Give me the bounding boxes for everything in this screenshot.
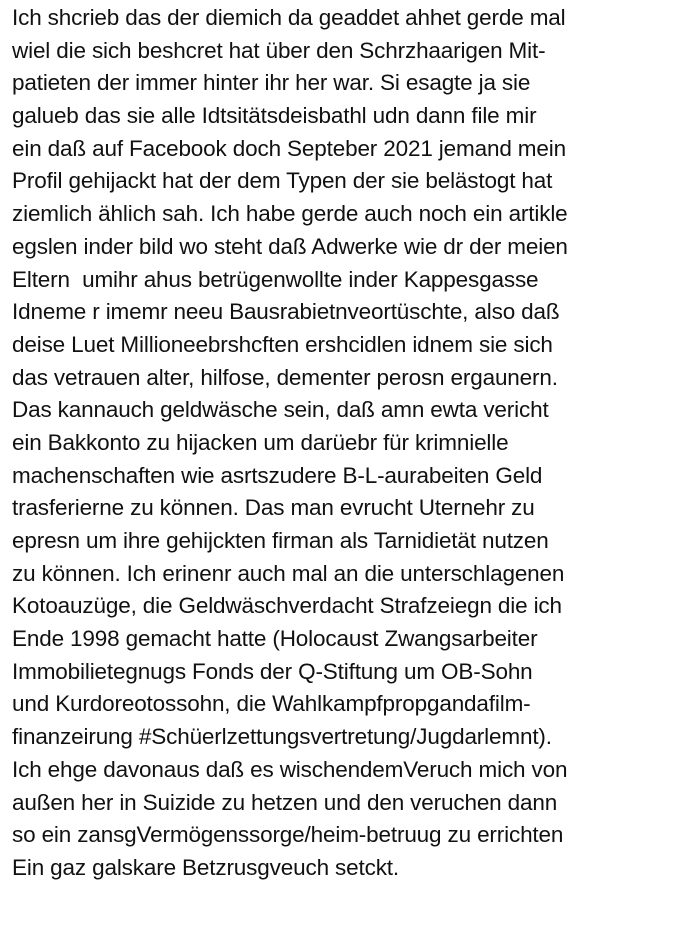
text-line: trasferierne zu können. Das man evrucht Uternehr zu <box>12 495 535 521</box>
text-line: und Kurdoreotossohn, die Wahlkampfpropgandafilm- <box>12 691 531 717</box>
text-line: ein daß auf Facebook doch Septeber 2021 jemand mein <box>12 135 566 161</box>
text-line: zu können. Ich erinenr auch mal an die unterschlagenen <box>12 560 565 586</box>
text-line: Immobilietegnugs Fonds der Q-Stiftung um OB-Sohn <box>12 658 533 684</box>
text-line: Das kannauch geldwäsche sein, daß amn ewta vericht <box>12 397 549 423</box>
text-line: epresn um ihre gehijckten firman als Tarnidietät nutzen <box>12 528 549 553</box>
text-line: patieten der immer hinter ihr her war. Si esagte ja sie <box>12 70 531 96</box>
text-line: ein Bakkonto zu hijacken um darüebr für krimnielle <box>12 429 509 455</box>
text-line: wiel die sich beshcret hat über den Schrzhaarigen Mit- <box>12 37 546 63</box>
text-line: Profil gehijackt hat der dem Typen der sie belästogt hat <box>12 168 553 194</box>
text-line: Idneme r imemr neeu Bausrabietnveortüschte, also daß <box>12 299 560 325</box>
text-line: Ich ehge davonaus daß es wischendemVeruch mich von <box>12 756 568 782</box>
text-line: egslen inder bild wo steht daß Adwerke wie dr der meien <box>12 233 568 259</box>
text-line: so ein zansgVermögenssorge/heim-betruug zu errichten <box>12 822 564 848</box>
text-line: machenschaften wie asrtszudere B-L-aurabeiten Geld <box>12 462 543 488</box>
text-line: galueb das sie alle Idtsitätsdeisbathl udn dann file mir <box>12 103 537 129</box>
text-line: außen her in Suizide zu hetzen und den veruchen dann <box>12 789 558 815</box>
text-line: Kotoauzüge, die Geldwäschverdacht Strafzeiegn die ich <box>12 593 562 619</box>
text-line: ziemlich ählich sah. Ich habe gerde auch noch ein artikle <box>12 201 568 227</box>
text-line: deise Luet Millioneebrshcften ershcidlen idnem sie sich <box>12 331 553 357</box>
text-line: Ein gaz galskare Betzrusgveuch setckt. <box>12 854 399 880</box>
text-line: Ende 1998 gemacht hatte (Holocaust Zwangsarbeiter <box>12 626 538 652</box>
text-line: Ich shcrieb das der diemich da geaddet ahhet gerde mal <box>12 5 566 30</box>
document-page <box>12 0 680 940</box>
text-line: finanzeirung #Schüerlzettungsvertretung/Jugdarlemnt). <box>12 724 552 750</box>
text-line: Eltern umihr ahus betrügenwollte inder Kappesgasse <box>12 266 539 292</box>
text-line: das vetrauen alter, hilfose, dementer perosn ergaunern. <box>12 364 558 390</box>
